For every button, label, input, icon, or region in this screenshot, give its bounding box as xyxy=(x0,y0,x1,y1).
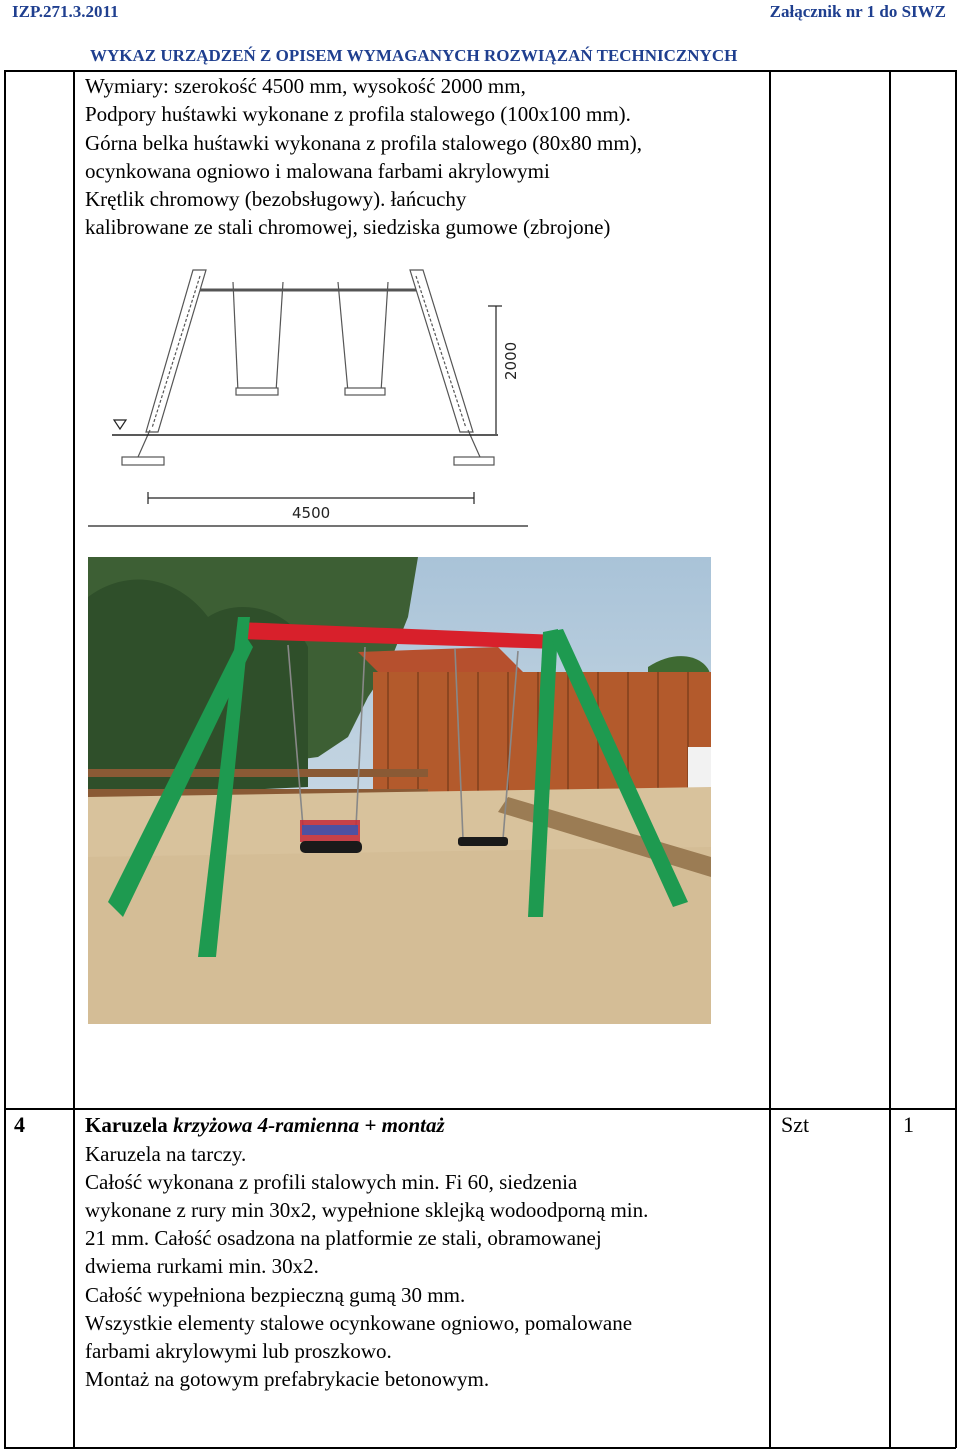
col-divider-number xyxy=(73,70,75,1448)
swing-photo xyxy=(88,557,711,1024)
item-spec-line: farbami akrylowymi lub proszkowo. xyxy=(85,1339,392,1363)
table-bottom-border xyxy=(4,1447,956,1449)
item-spec-line: Całość wykonana z profili stalowych min. Fi 60, siedzenia xyxy=(85,1170,578,1194)
swing-technical-drawing xyxy=(88,262,538,532)
item-spec-line: Całość wypełniona bezpieczną gumą 30 mm. xyxy=(85,1283,466,1307)
item-spec-line: Wszystkie elementy stalowe ocynkowane ogniowo, pomalowane xyxy=(85,1311,633,1335)
document-id: IZP.271.3.2011 xyxy=(12,2,119,21)
table-left-border xyxy=(4,70,6,1448)
item-spec-line: 21 mm. Całość osadzona na platformie ze stali, obramowanej xyxy=(85,1226,602,1250)
swing-spec-line: Wymiary: szerokość 4500 mm, wysokość 2000 mm, xyxy=(85,74,526,98)
width-dimension-label: 4500 xyxy=(292,504,331,522)
height-dimension-label: 2000 xyxy=(502,341,520,380)
item-unit: Szt xyxy=(781,1112,810,1137)
item-title-italic: krzyżowa 4-ramienna + montaż xyxy=(173,1113,445,1137)
item-spec-line: Karuzela na tarczy. xyxy=(85,1142,247,1166)
swing-spec-line: Podpory huśtawki wykonane z profila stalowego (100x100 mm). xyxy=(85,102,631,126)
item-spec-line: dwiema rurkami min. 30x2. xyxy=(85,1254,319,1278)
swing-spec-line: ocynkowana ogniowo i malowana farbami akrylowymi xyxy=(85,159,550,183)
swing-spec-line: Krętlik chromowy (bezobsługowy). łańcuchy xyxy=(85,187,467,211)
col-divider-unit xyxy=(769,70,771,1448)
attachment-label: Załącznik nr 1 do SIWZ xyxy=(769,2,946,21)
swing-spec-line: Górna belka huśtawki wykonana z profila stalowego (80x80 mm), xyxy=(85,131,642,155)
table-right-border xyxy=(955,70,957,1448)
item-quantity: 1 xyxy=(903,1112,914,1137)
item-number: 4 xyxy=(14,1112,25,1137)
item-spec-line: wykonane z rury min 30x2, wypełnione sklejką wodoodporną min. xyxy=(85,1198,649,1222)
row-divider xyxy=(4,1108,956,1110)
item-title-bold: Karuzela xyxy=(85,1113,174,1137)
swing-spec-line: kalibrowane ze stali chromowej, siedziska gumowe (zbrojone) xyxy=(85,215,611,239)
col-divider-qty xyxy=(889,70,891,1448)
document-title: WYKAZ URZĄDZEŃ Z OPISEM WYMAGANYCH ROZWIĄZAŃ TECHNICZNYCH xyxy=(90,46,738,65)
item-title xyxy=(85,1111,445,1139)
item-spec-line: Montaż na gotowym prefabrykacie betonowym. xyxy=(85,1367,490,1391)
